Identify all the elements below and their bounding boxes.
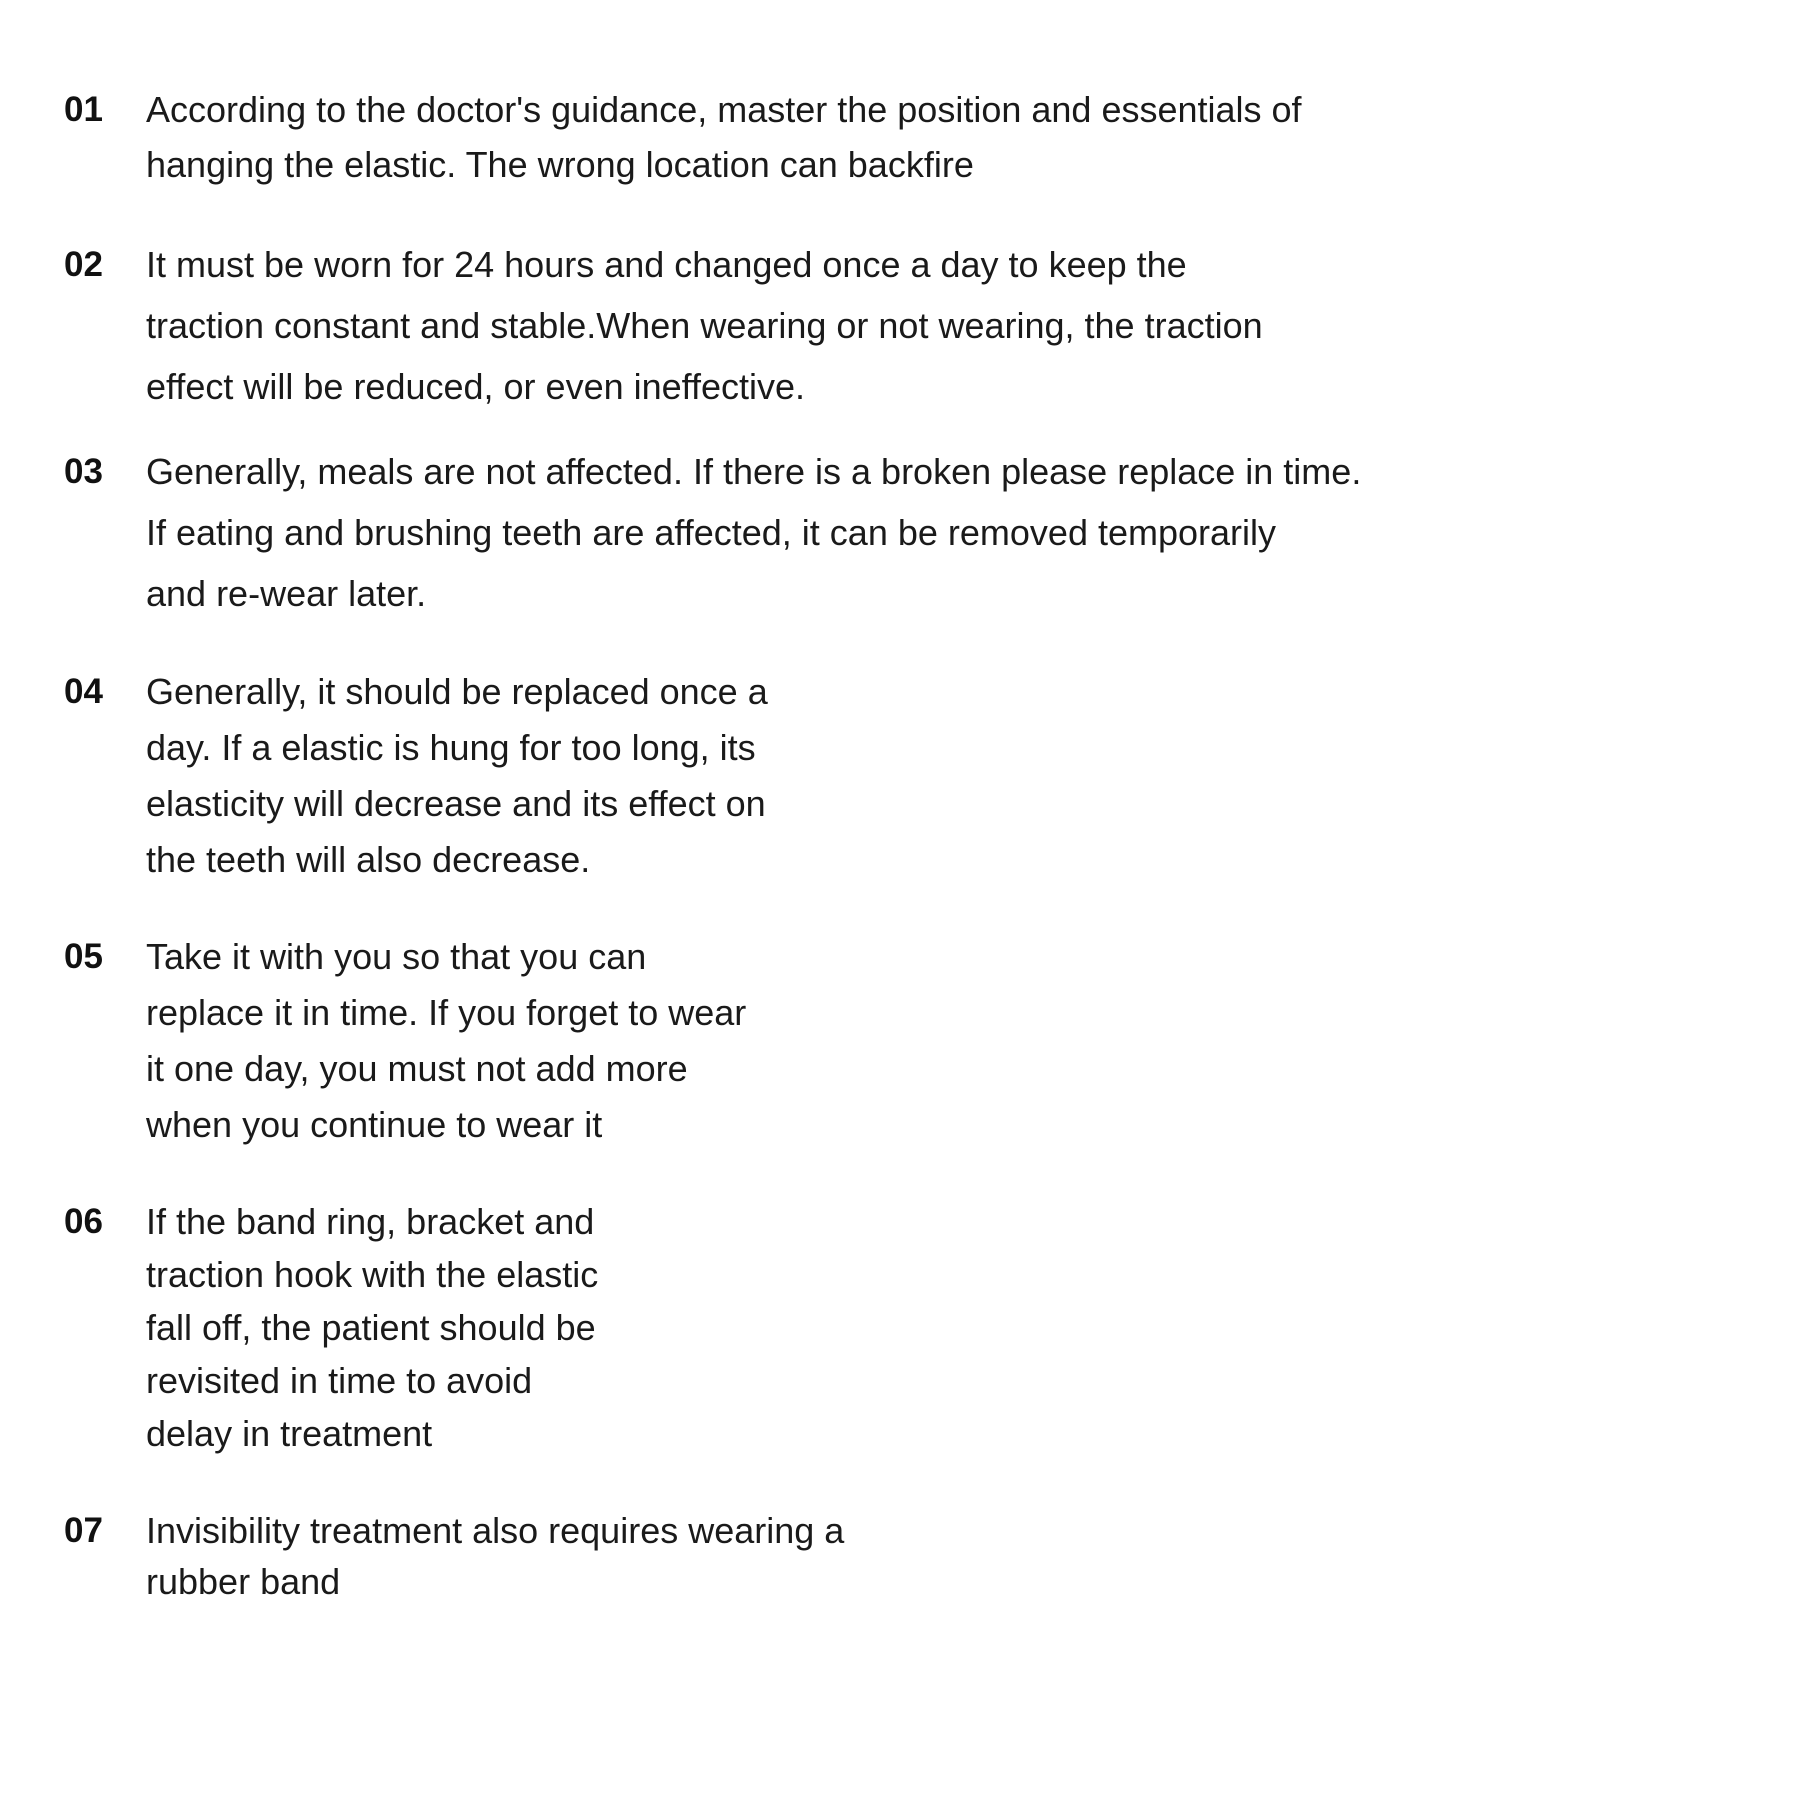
item-text-line: Invisibility treatment also requires wearing a: [146, 1510, 845, 1551]
item-text-line: rubber band: [146, 1561, 341, 1602]
item-text: [146, 451, 1362, 637]
item-text: [146, 1510, 845, 1615]
item-text-line: the teeth will also decrease.: [146, 839, 591, 880]
item-text-line: traction constant and stable.When wearing or not wearing, the traction: [146, 305, 1263, 346]
item-text-line: It must be worn for 24 hours and changed once a day to keep the: [146, 244, 1187, 285]
item-text-line: elasticity will decrease and its effect on: [146, 783, 766, 824]
item-text-line: revisited in time to avoid: [146, 1360, 533, 1401]
item-number: 02: [64, 245, 103, 284]
item-number: 01: [64, 90, 103, 129]
item-text-line: delay in treatment: [146, 1413, 433, 1454]
item-number: 05: [64, 937, 103, 976]
instruction-item-04: [64, 671, 768, 898]
item-number: 03: [64, 452, 103, 491]
item-text-line: and re-wear later.: [146, 573, 427, 614]
item-text-line: If eating and brushing teeth are affected, it can be removed temporarily: [146, 512, 1277, 553]
instruction-item-06: [64, 1201, 599, 1469]
item-text: [146, 89, 1302, 202]
item-text-line: traction hook with the elastic: [146, 1254, 599, 1295]
item-text-line: day. If a elastic is hung for too long, its: [146, 727, 756, 768]
item-text: [146, 244, 1263, 430]
item-number: 06: [64, 1202, 103, 1241]
item-text: [146, 936, 747, 1163]
item-text: [146, 1201, 599, 1469]
instruction-item-02: [64, 244, 1263, 430]
item-number: 04: [64, 672, 103, 711]
item-text: [146, 671, 768, 898]
item-text-line: fall off, the patient should be: [146, 1307, 596, 1348]
item-text-line: According to the doctor's guidance, master the position and essentials of: [146, 89, 1302, 130]
item-text-line: replace it in time. If you forget to wear: [146, 992, 747, 1033]
item-text-line: it one day, you must not add more: [146, 1048, 688, 1089]
item-text-line: hanging the elastic. The wrong location can backfire: [146, 144, 974, 185]
instruction-item-05: [64, 936, 747, 1163]
instruction-item-01: [64, 89, 1302, 202]
item-text-line: Generally, it should be replaced once a: [146, 671, 768, 712]
item-text-line: Take it with you so that you can: [146, 936, 647, 977]
instruction-item-03: [64, 451, 1362, 637]
item-text-line: Generally, meals are not affected. If there is a broken please replace in time.: [146, 451, 1362, 492]
item-text-line: If the band ring, bracket and: [146, 1201, 595, 1242]
item-text-line: when you continue to wear it: [146, 1104, 603, 1145]
item-number: 07: [64, 1511, 103, 1550]
item-text-line: effect will be reduced, or even ineffective.: [146, 366, 806, 407]
instruction-item-07: [64, 1510, 845, 1615]
